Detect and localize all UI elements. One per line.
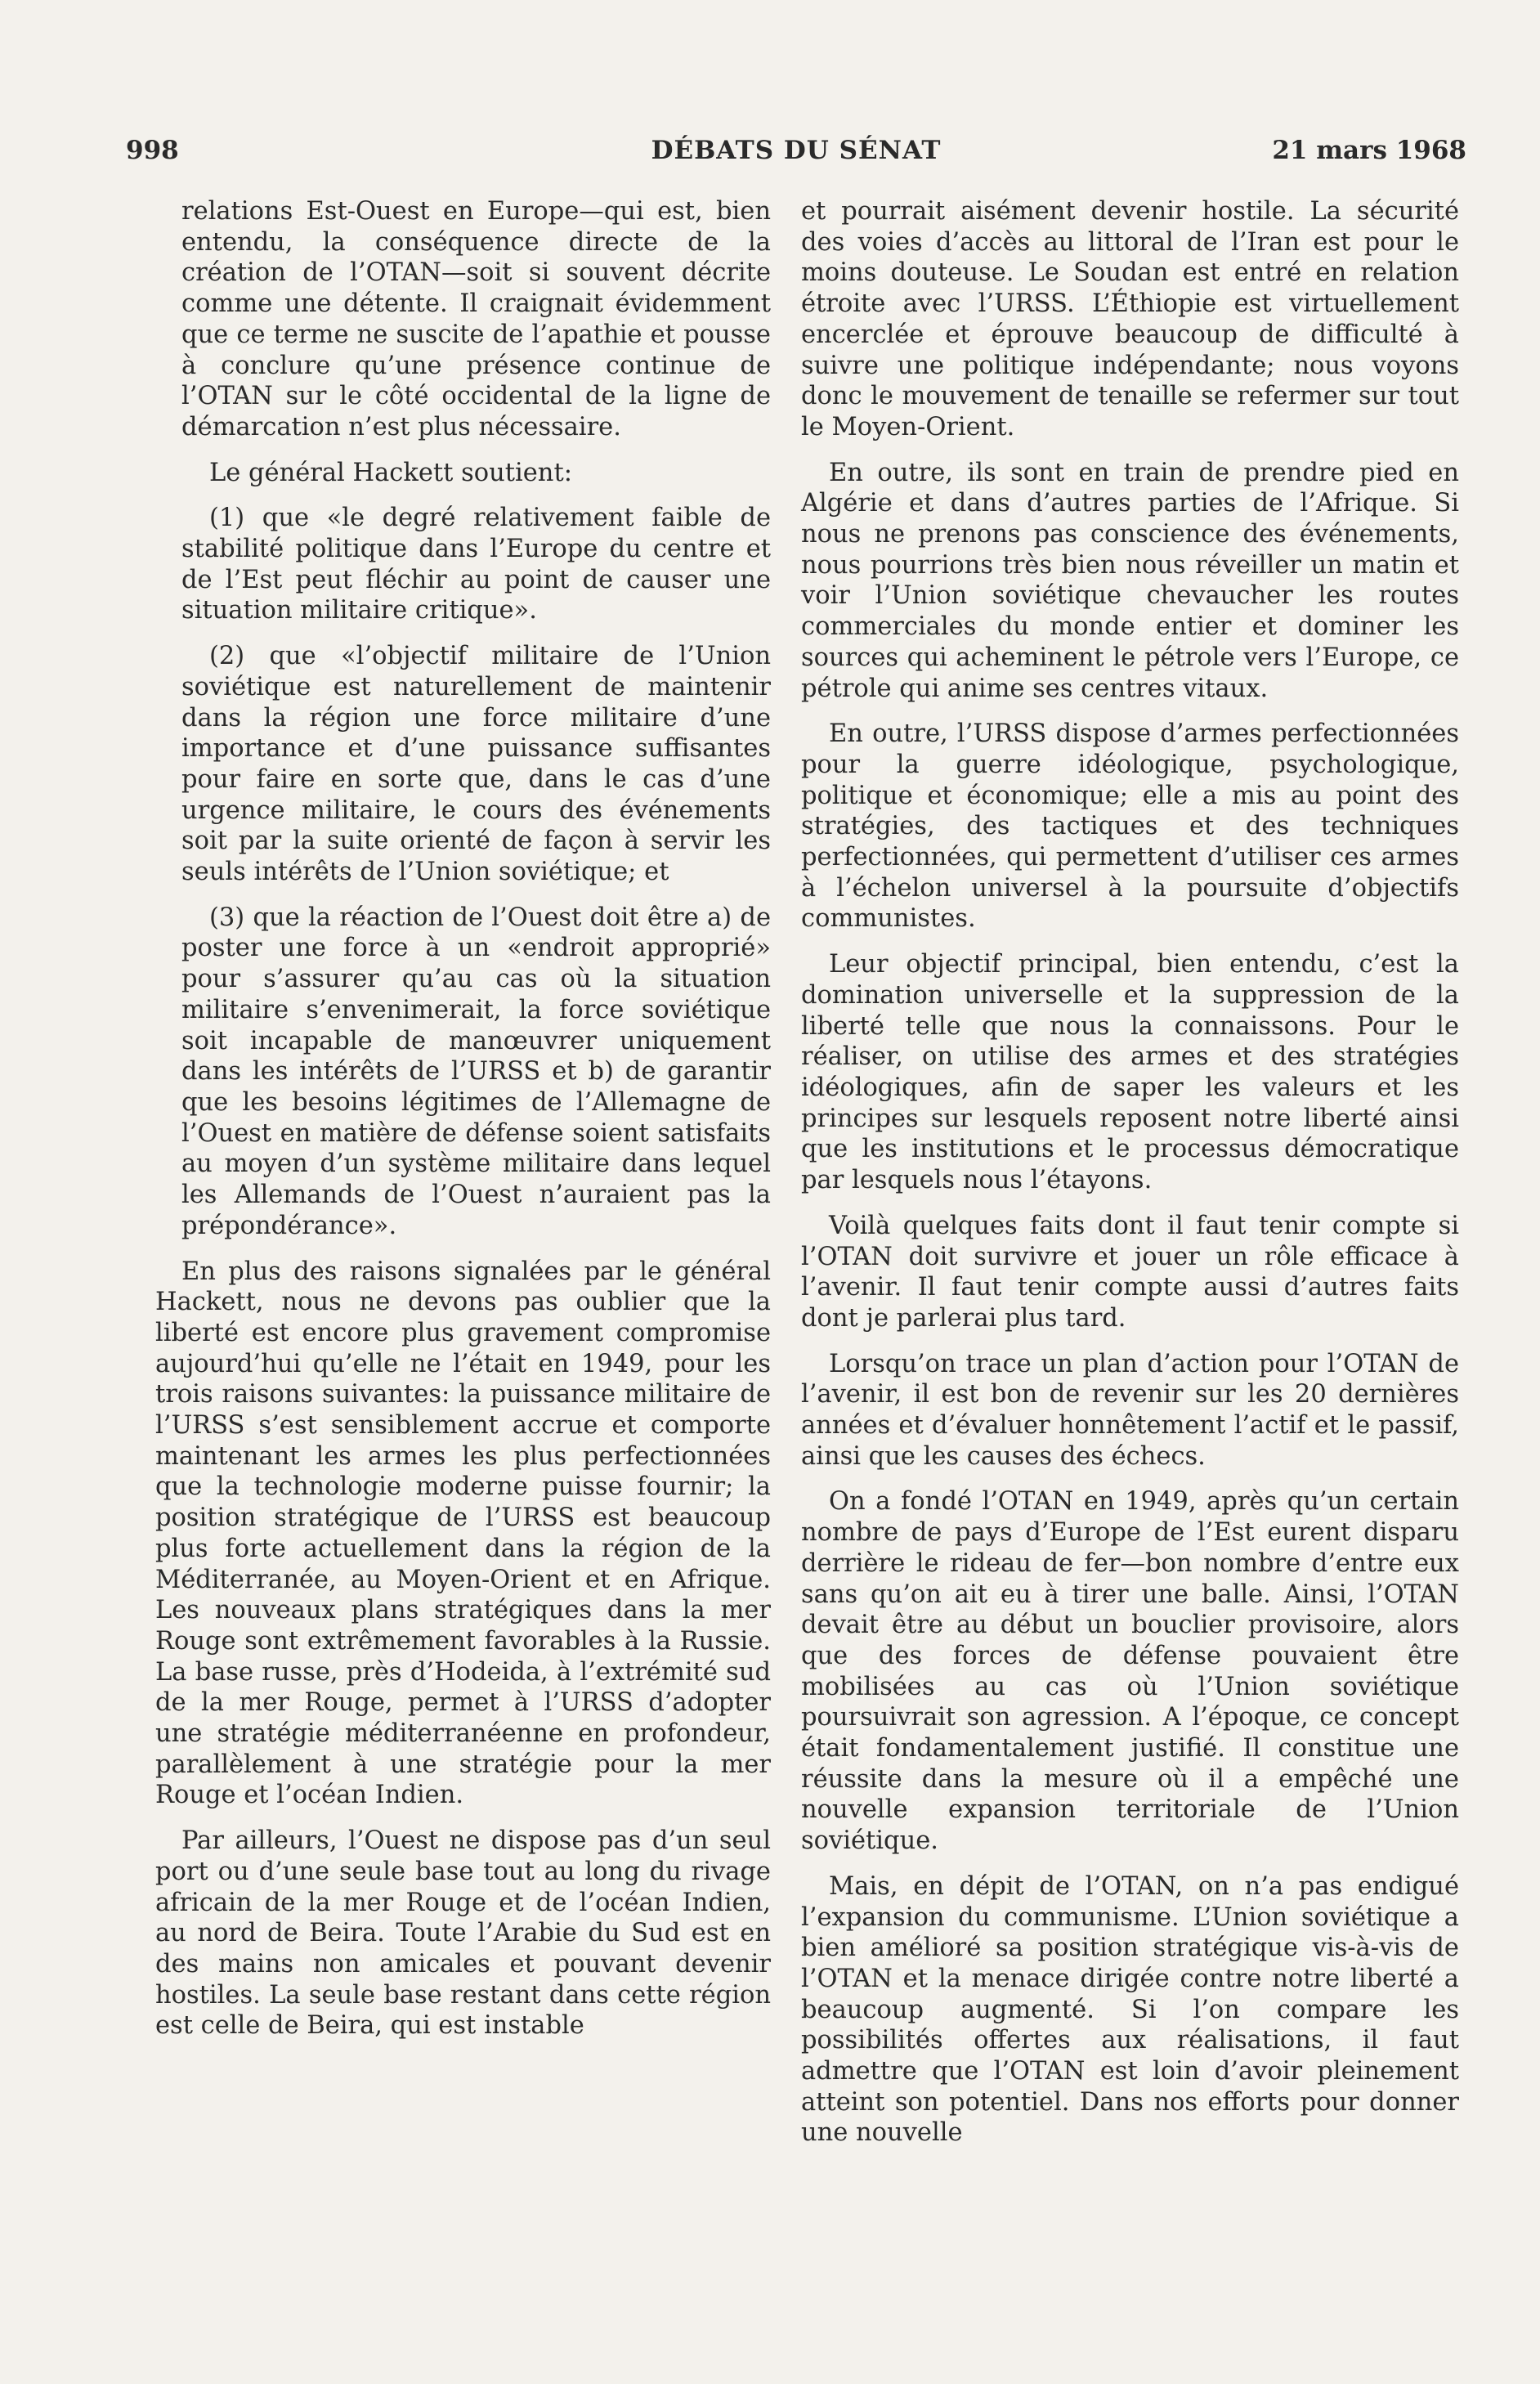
paragraph: Par ailleurs, l’Ouest ne dispose pas d’un seul port ou d’une seule base tout au long du rivage africain de la mer Rouge et de l’océan Indien, au nord de Beira. Toute l’Arabie du Sud est en des mains non amicales et pouvant devenir hostiles. La seule base restant dans cette région est celle de Beira, qui est instable — [155, 1826, 771, 2041]
paragraph: Mais, en dépit de l’OTAN, on n’a pas endigué l’expansion du communisme. L’Union soviétique a bien amélioré sa position stratégique vis-à-vis de l’OTAN et la menace dirigée contre notre liberté a beaucoup augmenté. Si l’on compare les possibilités offertes aux réalisations, il faut admettre que l’OTAN est loin d’avoir pleinement atteint son potentiel. Dans nos efforts pour donner une nouvelle — [801, 1871, 1459, 2148]
left-column — [155, 196, 771, 2056]
paragraph: En outre, l’URSS dispose d’armes perfectionnées pour la guerre idéologique, psychologique, politique et économique; elle a mis au point des stratégies, des tactiques et des techniques perfectionnées, qui permettent d’utiliser ces armes à l’échelon universel à la poursuite d’objectifs communistes. — [801, 719, 1459, 934]
publication-date: 21 mars 1968 — [1272, 136, 1466, 165]
publication-title: DÉBATS DU SÉNAT — [651, 136, 942, 165]
paragraph: relations Est-Ouest en Europe—qui est, bien entendu, la conséquence directe de la création de l’OTAN—soit si souvent décrite comme une détente. Il craignait évidemment que ce terme ne suscite de l’apathie et pousse à conclure qu’une présence continue de l’OTAN sur le côté occidental de la ligne de démarcation n’est plus nécessaire. — [181, 197, 771, 441]
body-text — [155, 1257, 771, 2042]
paragraph: En plus des raisons signalées par le général Hackett, nous ne devons pas oublier que la liberté est encore plus gravement compromise aujourd’hui qu’elle ne l’était en 1949, pour les trois raisons suivantes: la puissance militaire de l’URSS s’est sensiblement accrue et comporte maintenant les armes les plus perfectionnées que la technologie moderne puisse fournir; la position stratégique de l’URSS est beaucoup plus forte actuellement dans la région de la Méditerranée, au Moyen-Orient et en Afrique. Les nouveaux plans stratégiques dans la mer Rouge sont extrêmement favorables à la Russie. La base russe, près d’Hodeida, à l’extrémité sud de la mer Rouge, permet à l’URSS d’adopter une stratégie méditerranéenne en profondeur, parallèlement à une stratégie pour la mer Rouge et l’océan Indien. — [155, 1257, 771, 1810]
paragraph: Lorsqu’on trace un plan d’action pour l’OTAN de l’avenir, il est bon de revenir sur les 20 dernières années et d’évaluer honnêtement l’actif et le passif, ainsi que les causes des échecs. — [801, 1349, 1459, 1471]
paragraph: Le général Hackett soutient: — [209, 458, 572, 487]
paragraph: (1) que «le degré relativement faible de stabilité politique dans l’Europe du centre et de l’Est peut fléchir au point de causer une situation militaire critique». — [181, 504, 771, 625]
right-column — [801, 196, 1459, 2163]
paragraph: (3) que la réaction de l’Ouest doit être a) de poster une force à un «endroit approprié» pour s’assurer qu’au cas où la situation militaire s’envenimerait, la force soviétique soit incapable de manœuvrer uniquement dans les intérêts de l’URSS et b) de garantir que les besoins légitimes de l’Allemagne de l’Ouest en matière de défense soient satisfaits au moyen d’un système militaire dans lequel les Allemands de l’Ouest n’auraient pas la prépondérance». — [181, 903, 771, 1240]
paragraph: Voilà quelques faits dont il faut tenir compte si l’OTAN doit survivre et jouer un rôle efficace à l’avenir. Il faut tenir compte aussi d’autres faits dont je parlerai plus tard. — [801, 1211, 1459, 1333]
paragraph: On a fondé l’OTAN en 1949, après qu’un certain nombre de pays d’Europe de l’Est eurent disparu derrière le rideau de fer—bon nombre d’entre eux sans qu’on ait eu à tirer une balle. Ainsi, l’OTAN devait être au début un bouclier provisoire, alors que des forces de défense pouvaient être mobilisées au cas où l’Union soviétique poursuivrait son agression. A l’époque, ce concept était fondamentalement justifié. Il constitue une réussite dans la mesure où il a empêché une nouvelle expansion territoriale de l’Union soviétique. — [801, 1487, 1459, 1856]
paragraph: Leur objectif principal, bien entendu, c’est la domination universelle et la suppression de la liberté telle que nous la connaissons. Pour le réaliser, on utilise des armes et des stratégies idéologiques, afin de saper les valeurs et les principes sur lesquels reposent notre liberté ainsi que les institutions et le processus démocratique par lesquels nous l’étayons. — [801, 950, 1459, 1195]
paragraph: et pourrait aisément devenir hostile. La sécurité des voies d’accès au littoral de l’Iran est pour le moins douteuse. Le Soudan est entré en relation étroite avec l’URSS. L’Éthiopie est virtuellement encerclée et éprouve beaucoup de difficulté à suivre une politique indépendante; nous voyons donc le mouvement de tenaille se refermer sur tout le Moyen-Orient. — [801, 197, 1459, 441]
quoted-block — [155, 196, 771, 1242]
page-number: 998 — [126, 136, 179, 165]
page-header — [126, 136, 1466, 172]
paragraph: (2) que «l’objectif militaire de l’Union soviétique est naturellement de maintenir dans la région une force militaire d’une importance et d’une puissance suffisantes pour faire en sorte que, dans le cas d’une urgence militaire, le cours des événements soit par la suite orienté de façon à servir les seuls intérêts de l’Union soviétique; et — [181, 642, 771, 887]
paragraph: En outre, ils sont en train de prendre pied en Algérie et dans d’autres parties de l’Afrique. Si nous ne prenons pas conscience des événements, nous pourrions très bien nous réveiller un matin et voir l’Union soviétique chevaucher les routes commerciales du monde entier et dominer les sources qui acheminent le pétrole vers l’Europe, ce pétrole qui anime ses centres vitaux. — [801, 458, 1459, 703]
